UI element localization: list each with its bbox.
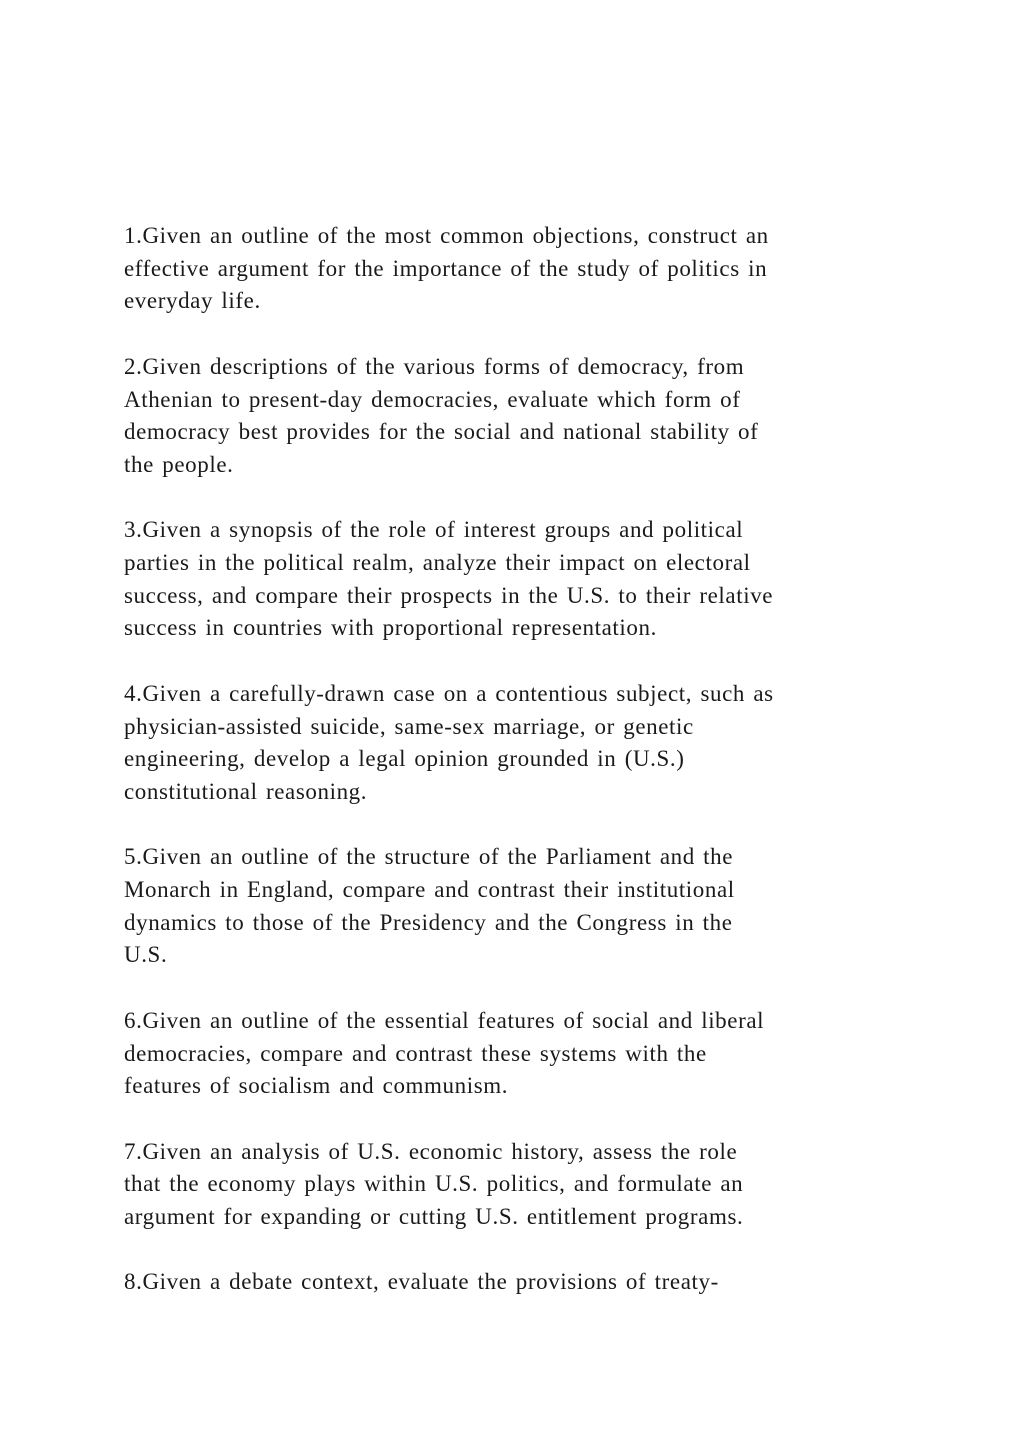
paragraph-line: parties in the political realm, analyze their impact on electoral	[124, 550, 751, 575]
objective-paragraph-6	[124, 1005, 914, 1103]
paragraph-line: everyday life.	[124, 288, 261, 314]
paragraph-line: that the economy plays within U.S. politics, and formulate an	[124, 1171, 744, 1197]
paragraph-line: physician-assisted suicide, same-sex marriage, or genetic	[124, 713, 694, 739]
paragraph-line: 4.Given a carefully-drawn case on a contentious subject, such as	[124, 680, 774, 706]
paragraph-line: 6.Given an outline of the essential features of social and liberal	[124, 1007, 765, 1033]
paragraph-line: engineering, develop a legal opinion grounded in (U.S.)	[124, 746, 685, 772]
paragraph-line: 1.Given an outline of the most common objections, construct an	[124, 223, 769, 248]
objective-paragraph-1	[124, 220, 914, 318]
paragraph-line: argument for expanding or cutting U.S. entitlement programs.	[124, 1204, 744, 1229]
paragraph-line: success in countries with proportional representation.	[124, 615, 657, 641]
objective-paragraph-5	[124, 841, 914, 972]
paragraph-line: 5.Given an outline of the structure of the Parliament and the	[124, 844, 734, 870]
objective-paragraph-4	[124, 678, 914, 809]
paragraph-line: constitutional reasoning.	[124, 778, 368, 804]
paragraph-line: 2.Given descriptions of the various forms of democracy, from	[124, 353, 745, 379]
paragraph-line: democracies, compare and contrast these systems with the	[124, 1040, 707, 1066]
paragraph-line: dynamics to those of the Presidency and the Congress in the	[124, 909, 733, 935]
paragraph-line: 3.Given a synopsis of the role of interest groups and political	[124, 517, 744, 543]
objective-paragraph-2	[124, 351, 914, 482]
paragraph-line: effective argument for the importance of the study of politics in	[124, 255, 768, 281]
objective-paragraph-3	[124, 514, 914, 645]
paragraph-line: 7.Given an analysis of U.S. economic history, assess the role	[124, 1138, 738, 1164]
paragraph-line: Athenian to present-day democracies, evaluate which form of	[124, 386, 741, 412]
document-body	[124, 220, 914, 1332]
paragraph-line: the people.	[124, 451, 234, 477]
paragraph-line: features of socialism and communism.	[124, 1073, 509, 1099]
objective-paragraph-8	[124, 1266, 914, 1299]
objective-paragraph-7	[124, 1136, 914, 1234]
paragraph-line: 8.Given a debate context, evaluate the provisions of treaty-	[124, 1269, 719, 1295]
paragraph-line: success, and compare their prospects in the U.S. to their relative	[124, 582, 774, 608]
paragraph-line: Monarch in England, compare and contrast their institutional	[124, 877, 735, 902]
paragraph-line: U.S.	[124, 942, 168, 968]
paragraph-line: democracy best provides for the social and national stability of	[124, 419, 759, 445]
